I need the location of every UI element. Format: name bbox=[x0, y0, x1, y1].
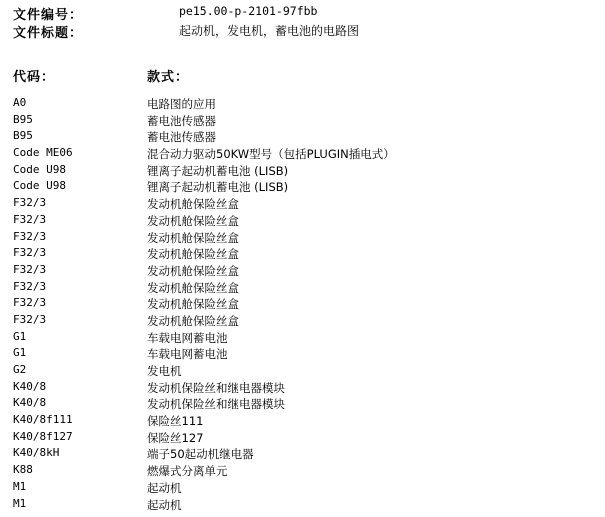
list-item bbox=[13, 113, 593, 130]
list-item bbox=[13, 263, 593, 280]
component-description: 保险丝111 bbox=[147, 414, 204, 429]
list-item bbox=[13, 129, 593, 146]
component-description: 发动机舱保险丝盒 bbox=[147, 247, 239, 262]
component-code: F32/3 bbox=[13, 279, 47, 293]
list-item bbox=[13, 380, 593, 397]
list-item bbox=[13, 346, 593, 363]
component-description: 车载电网蓄电池 bbox=[147, 330, 228, 345]
list-item bbox=[13, 179, 593, 196]
description-column-header: 款式： bbox=[147, 70, 190, 85]
component-description: 发动机舱保险丝盒 bbox=[147, 297, 239, 312]
component-code: F32/3 bbox=[13, 229, 47, 243]
component-description: 发动机舱保险丝盒 bbox=[147, 230, 239, 245]
list-item bbox=[13, 296, 593, 313]
component-description: 发动机舱保险丝盒 bbox=[147, 213, 239, 228]
component-description: 电路图的应用 bbox=[147, 97, 216, 111]
component-description: 保险丝127 bbox=[147, 430, 204, 445]
component-code: K40/8f111 bbox=[13, 413, 73, 427]
component-code: G1 bbox=[13, 329, 27, 343]
list-item bbox=[13, 246, 593, 263]
list-item bbox=[13, 230, 593, 247]
list-item bbox=[13, 396, 593, 413]
file-title-row bbox=[13, 22, 593, 40]
component-description: 起动机 bbox=[147, 480, 182, 495]
component-code: M1 bbox=[13, 496, 27, 510]
list-item bbox=[13, 280, 593, 297]
component-code: A0 bbox=[13, 96, 27, 109]
component-code: B95 bbox=[13, 112, 33, 126]
component-code: Code ME06 bbox=[13, 146, 73, 160]
component-description: 发电机 bbox=[147, 364, 182, 378]
component-description: 起动机 bbox=[147, 497, 182, 512]
code-column-header: 代码： bbox=[13, 70, 56, 85]
component-code: G2 bbox=[13, 363, 27, 376]
component-code: F32/3 bbox=[13, 196, 47, 210]
file-title-label: 文件标题： bbox=[13, 26, 84, 41]
component-description: 蓄电池传感器 bbox=[147, 130, 216, 145]
component-description: 燃爆式分离单元 bbox=[147, 464, 228, 479]
component-description: 发动机舱保险丝盒 bbox=[147, 280, 239, 295]
list-item bbox=[13, 196, 593, 213]
file-number-row bbox=[13, 4, 593, 22]
component-description: 端子50起动机继电器 bbox=[147, 447, 254, 462]
component-code: F32/3 bbox=[13, 312, 47, 326]
component-list bbox=[13, 96, 593, 513]
component-description: 发动机保险丝和继电器模块 bbox=[147, 397, 285, 412]
component-code: F32/3 bbox=[13, 262, 47, 276]
list-item bbox=[13, 146, 593, 163]
component-description: 锂离子起动机蓄电池 (LISB) bbox=[147, 180, 289, 195]
component-code: B95 bbox=[13, 129, 33, 143]
component-code: G1 bbox=[13, 346, 27, 360]
component-description: 发动机保险丝和继电器模块 bbox=[147, 380, 285, 395]
list-item bbox=[13, 480, 593, 497]
component-code: K40/8kH bbox=[13, 446, 60, 460]
list-item bbox=[13, 413, 593, 430]
component-description: 蓄电池传感器 bbox=[147, 113, 216, 128]
component-description: 车载电网蓄电池 bbox=[147, 347, 228, 362]
list-item bbox=[13, 463, 593, 480]
component-description: 发动机舱保险丝盒 bbox=[147, 263, 239, 278]
list-item bbox=[13, 446, 593, 463]
component-code: F32/3 bbox=[13, 296, 47, 310]
list-item bbox=[13, 497, 593, 514]
component-code: F32/3 bbox=[13, 212, 47, 226]
component-code: Code U98 bbox=[13, 162, 66, 176]
component-description: 发动机舱保险丝盒 bbox=[147, 313, 239, 328]
component-description: 锂离子起动机蓄电池 (LISB) bbox=[147, 163, 289, 178]
component-code: K88 bbox=[13, 463, 33, 477]
component-code: F32/3 bbox=[13, 246, 47, 260]
list-item bbox=[13, 363, 593, 380]
component-code: Code U98 bbox=[13, 179, 66, 193]
component-description: 发动机舱保险丝盒 bbox=[147, 197, 239, 212]
file-number-value: pe15.00-p-2101-97fbb bbox=[179, 4, 318, 18]
list-item bbox=[13, 313, 593, 330]
list-item bbox=[13, 96, 593, 113]
component-code: K40/8f127 bbox=[13, 429, 73, 443]
component-description: 混合动力驱动50KW型号（包括PLUGIN插电式） bbox=[147, 147, 395, 162]
file-number-label: 文件编号： bbox=[13, 8, 84, 23]
list-item bbox=[13, 430, 593, 447]
component-code: K40/8 bbox=[13, 379, 47, 393]
file-title-value: 起动机，发电机，蓄电池的电路图 bbox=[179, 24, 360, 38]
component-code: M1 bbox=[13, 479, 27, 493]
list-item bbox=[13, 163, 593, 180]
list-item bbox=[13, 330, 593, 347]
component-code: K40/8 bbox=[13, 396, 47, 410]
list-item bbox=[13, 213, 593, 230]
